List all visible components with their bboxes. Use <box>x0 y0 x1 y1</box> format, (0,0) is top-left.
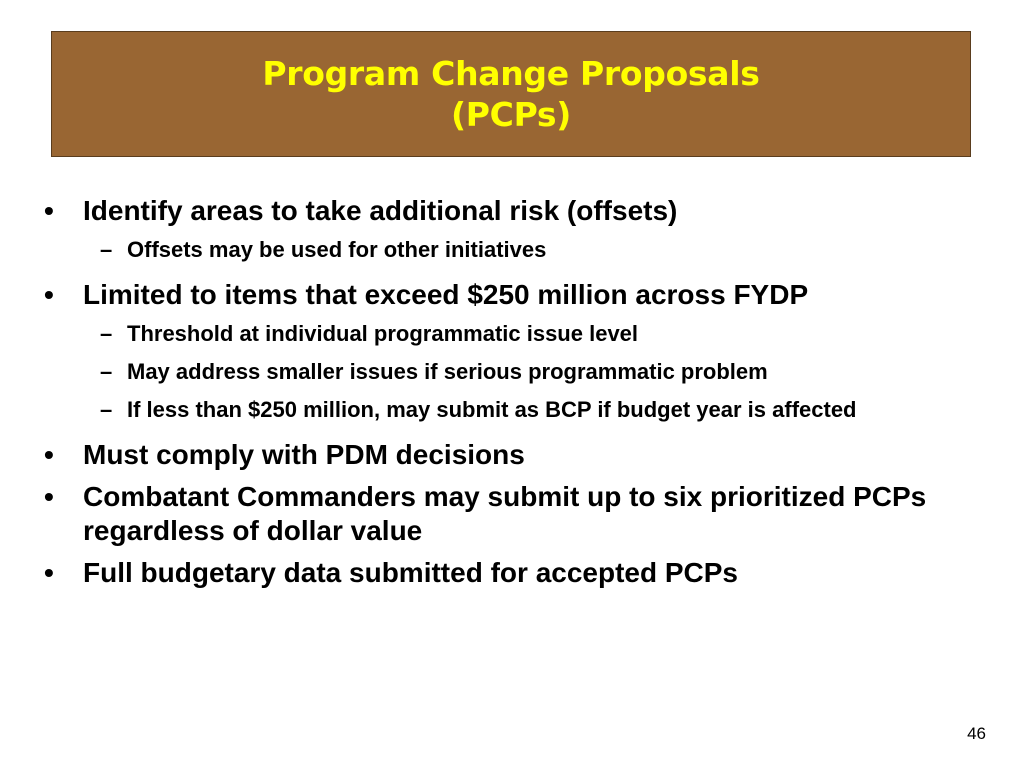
bullet-marker: • <box>44 195 54 226</box>
bullet-marker: • <box>44 481 54 512</box>
bullet-text: Limited to items that exceed $250 million across FYDP <box>83 279 809 310</box>
bullet-item <box>40 194 980 228</box>
page-number: 46 <box>967 724 986 743</box>
sub-bullet-marker: – <box>100 397 113 422</box>
bullet-text: Must comply with PDM decisions <box>83 439 525 470</box>
bullet-item <box>40 438 980 472</box>
slide-title-line-2: (PCPs) <box>450 95 572 134</box>
sub-bullet-text: Threshold at individual programmatic issue level <box>127 321 639 346</box>
sub-bullet-marker: – <box>100 237 113 262</box>
bullet-text: Identify areas to take additional risk (offsets) <box>83 195 678 226</box>
bullet-marker: • <box>44 279 54 310</box>
sub-bullet-marker: – <box>100 321 113 346</box>
bullet-item <box>40 556 980 590</box>
sub-bullet-item <box>40 356 980 387</box>
bullet-item <box>40 480 980 548</box>
bullet-marker: • <box>44 557 54 588</box>
sub-bullet-item <box>40 318 980 349</box>
bullet-list <box>40 194 980 598</box>
slide-title-line-1: Program Change Proposals <box>262 54 760 93</box>
bullet-item <box>40 278 980 312</box>
sub-bullet-item <box>40 234 980 265</box>
bullet-marker: • <box>44 439 54 470</box>
title-banner <box>51 31 971 157</box>
sub-bullet-text: Offsets may be used for other initiatives <box>127 237 547 262</box>
bullet-text: Combatant Commanders may submit up to six prioritized PCPs regardless of dollar value <box>83 481 927 546</box>
sub-bullet-item <box>40 394 980 425</box>
bullet-text: Full budgetary data submitted for accepted PCPs <box>83 557 739 588</box>
sub-bullet-text: If less than $250 million, may submit as BCP if budget year is affected <box>127 397 857 422</box>
sub-bullet-marker: – <box>100 359 113 384</box>
sub-bullet-text: May address smaller issues if serious programmatic problem <box>127 359 768 384</box>
